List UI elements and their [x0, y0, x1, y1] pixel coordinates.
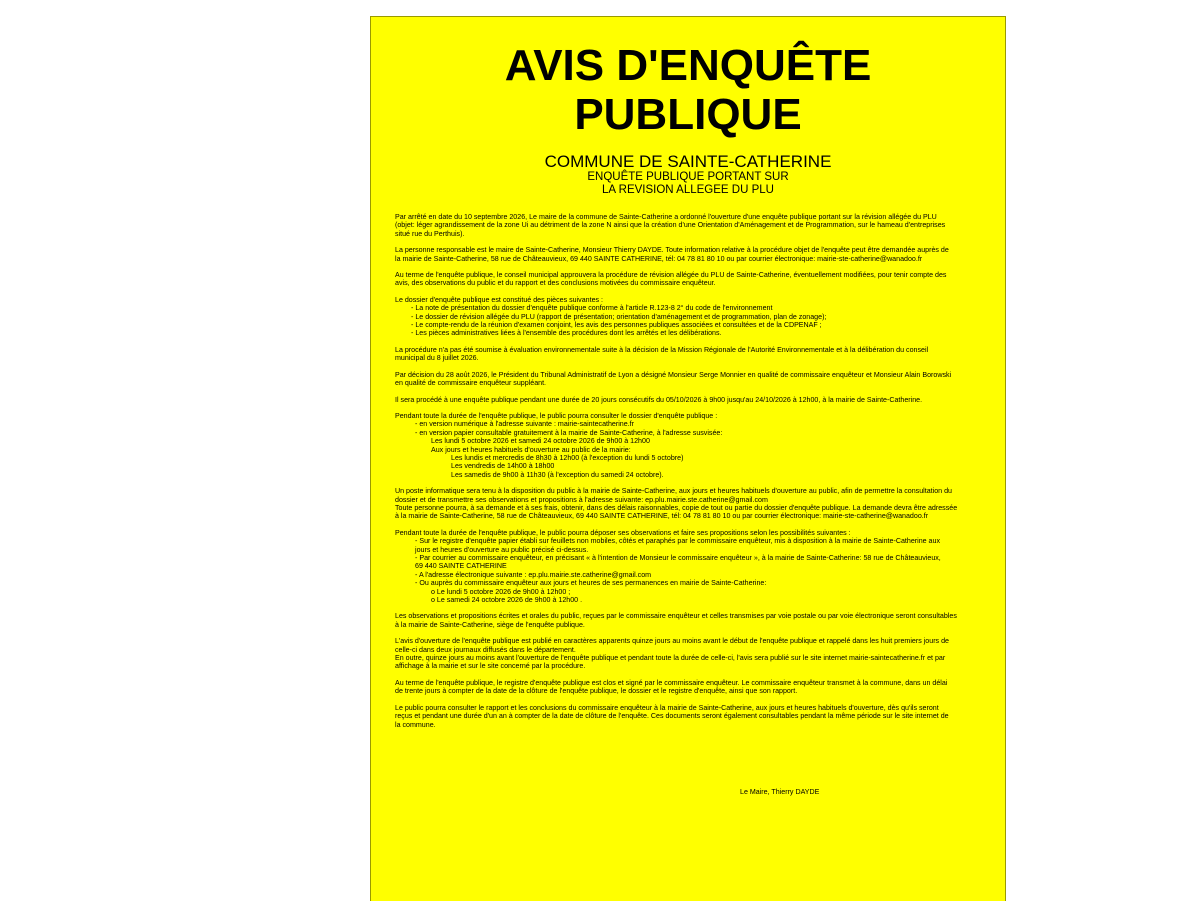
paragraph-observations-consultable [395, 612, 985, 629]
mayor-signature-line: Le Maire, Thierry DAYDE [740, 788, 820, 796]
list-item: - A l'adresse électronique suivante : ep.plu.mairie.ste.catherine@gmail.com [415, 570, 652, 579]
text-line: en qualité de commissaire enquêteur suppléant. [395, 379, 547, 388]
list-item: Les vendredis de 14h00 à 18h00 [451, 462, 555, 471]
list-item: - Le dossier de révision allégée du PLU (rapport de présentation; orientation d'aménagement et de programmation, plan de zonage); [411, 312, 827, 321]
list-item: 69 440 SAINTE CATHERINE [415, 562, 507, 571]
notice-subheading [371, 153, 1005, 196]
list-item: - Par courrier au commissaire enquêteur, en précisant « à l'intention de Monsieur le commissaire enquêteur », à la mairie de Sainte-Catherine: 58 rue de Châteauvieux, [415, 554, 941, 562]
text-line: celle-ci dans deux journaux diffusés dans le département. [395, 645, 576, 654]
commune-name: COMMUNE DE SAINTE-CATHERINE [544, 152, 832, 171]
text-line: la mairie de Sainte-Catherine, 58 rue de Châteauvieux, 69 440 SAINTE CATHERINE, tél: 04 78 81 80 10 ou par courrier électronique: mairie-ste-catherine@wanadoo.fr [395, 254, 923, 263]
text-line: Par décision du 28 août 2026, le Président du Tribunal Administratif de Lyon a désigné Monsieur Serge Monnier en qualité de commissaire enquêteur et Monsieur Alain Borowski [395, 370, 952, 379]
notice-body [395, 213, 985, 737]
list-item: - en version numérique à l'adresse suivante : mairie-saintecatherine.fr [415, 420, 635, 429]
text-line: Au terme de l'enquête publique, le registre d'enquête publique est clos et signé par le commissaire enquêteur. Le commissaire enquêteur transmet à la commune, dans un délai [395, 678, 948, 687]
list-item: Aux jours et heures habituels d'ouverture au public de la mairie: [431, 445, 631, 454]
text-line: Les observations et propositions écrites et orales du public, reçues par le commissaire enquêteur et celles transmises par voie postale ou par voie électronique seront consultables [395, 612, 957, 621]
paragraph-publication [395, 637, 985, 671]
list-item: Les lundi 5 octobre 2026 et samedi 24 octobre 2026 de 9h00 à 12h00 [431, 437, 650, 446]
subject-line-1: ENQUÊTE PUBLIQUE PORTANT SUR [587, 171, 789, 183]
notice-title-line-2: PUBLIQUE [574, 90, 802, 139]
text-line: En outre, quinze jours au moins avant l'ouverture de l'enquête publique et pendant toute la durée de celle-ci, l'avis sera publié sur le site internet mairie-saintecatherine.fr et par [395, 654, 946, 663]
list-item: Les lundis et mercredis de 8h30 à 12h00 (à l'exception du lundi 5 octobre) [451, 453, 684, 462]
paragraph-computer-access [395, 487, 985, 521]
text-line: à la mairie de Sainte-Catherine, 58 rue de Châteauvieux, 69 440 SAINTE CATHERINE, tél: 04 78 81 80 10 ou par courrier électronique: mairie-ste-catherine@wanadoo.fr [395, 512, 929, 521]
text-line: Un poste informatique sera tenu à la disposition du public à la mairie de Sainte-Catherine, aux jours et heures habituels d'ouverture au public, afin de permettre la consultation du [395, 487, 952, 496]
text-line: La personne responsable est le maire de Sainte-Catherine, Monsieur Thierry DAYDE. Toute information relative à la procédure objet de l'enquête peut être demandée auprès de [395, 246, 949, 255]
paragraph-responsible-person [395, 246, 985, 263]
text-line: la commune. [395, 720, 436, 729]
paragraph-report-access [395, 704, 985, 729]
text-line: municipal du 8 juillet 2026. [395, 354, 479, 363]
text-line: affichage à la mairie et sur le site concerné par la procédure. [395, 662, 586, 671]
subject-line-2: LA REVISION ALLEGEE DU PLU [602, 183, 774, 196]
list-item: o Le samedi 24 octobre 2026 de 9h00 à 12h00 . [431, 596, 583, 605]
text-line: La procédure n'a pas été soumise à évaluation environnementale suite à la décision de la Mission Régionale de l'Autorité Environnementale et à la délibération du conseil [395, 345, 929, 354]
list-item: - La note de présentation du dossier d'enquête publique conforme à l'article R.123-8 2° du code de l'environnement [411, 304, 773, 313]
text-line: Au terme de l'enquête publique, le conseil municipal approuvera la procédure de révision allégée du PLU de Sainte-Catherine, éventuellement modifiées, pour tenir compte des [395, 271, 947, 280]
text-line: Le public pourra consulter le rapport et les conclusions du commissaire enquêteur à la mairie de Sainte-Catherine, aux jours et heures habituels d'ouverture, dès qu'ils seront [395, 703, 939, 712]
paragraph-consultation [395, 412, 985, 479]
text-line: à la mairie de Sainte-Catherine, siège de l'enquête publique. [395, 620, 585, 629]
list-item: - Ou auprès du commissaire enquêteur aux jours et heures de ses permanences en mairie de Sainte-Catherine: [415, 579, 767, 588]
list-item: - Les pièces administratives liées à l'ensemble des procédures dont les arrêtés et les délibérations. [411, 329, 722, 338]
list-item: - Le compte-rendu de la réunion d'examen conjoint, les avis des personnes publiques associées et consultées et de la CDPENAF ; [411, 321, 822, 330]
paragraph-commissioner [395, 371, 985, 388]
text-line: Pendant toute la durée de l'enquête publique, le public pourra déposer ses observations et faire ses propositions selon les possibilités suivantes : [395, 528, 851, 537]
paragraph-decree [395, 213, 985, 238]
text-line: Le dossier d'enquête publique est constitué des pièces suivantes : [395, 295, 603, 304]
list-item: - Sur le registre d'enquête papier établi sur feuillets non mobiles, côtés et paraphés par le commissaire enquêteur, mis à disposition à la mairie de Sainte-Catherine aux [415, 537, 940, 546]
public-notice-poster [370, 16, 1006, 901]
list-item: jours et heures d'ouverture au public précisé ci-dessus. [415, 545, 589, 554]
list-item: Les samedis de 9h00 à 11h30 (à l'exception du samedi 24 octobre). [451, 470, 664, 479]
text-line: de trente jours à compter de la date de la clôture de l'enquête publique, le dossier et le registre d'enquête, ainsi que son rapport. [395, 687, 798, 696]
paragraph-closure [395, 679, 985, 696]
list-item: - en version papier consultable gratuitement à la mairie de Sainte-Catherine, à l'adresse susvisée: [415, 428, 723, 437]
text-line: Toute personne pourra, à sa demande et à ses frais, obtenir, dans des délais raisonnables, copie de tout ou partie du dossier d'enquête publique. La demande devra être adressée [395, 503, 958, 512]
list-item: o Le lundi 5 octobre 2026 de 9h00 à 12h00 ; [431, 587, 571, 596]
text-line: situé rue du Perthuis). [395, 229, 465, 238]
paragraph-dossier-contents [395, 296, 985, 338]
text-line: Il sera procédé à une enquête publique pendant une durée de 20 jours consécutifs du 05/10/2026 à 9h00 jusqu'au 24/10/2026 à 12h00, à la mairie de Sainte-Catherine. [395, 395, 923, 404]
paragraph-duration [395, 396, 985, 404]
text-line: (objet: léger agrandissement de la zone Ui au détriment de la zone N ainsi que la création d'une Orientation d'Aménagement et de Programmation, sur le hameau d'entreprises [395, 221, 946, 230]
text-line: avis, des observations du public et du rapport et des conclusions motivées du commissaire enquêteur. [395, 279, 716, 288]
text-line: dossier et de transmettre ses observations et propositions à l'adresse suivante: ep.plu.mairie.ste.catherine@gmail.com [395, 495, 768, 504]
text-line: L'avis d'ouverture de l'enquête publique est publié en caractères apparents quinze jours au moins avant le début de l'enquête publique et rappelé dans les huit premiers jours de [395, 637, 949, 646]
paragraph-approval [395, 271, 985, 288]
text-line: reçus et pendant une durée d'un an à compter de la date de clôture de l'enquête. Ces documents seront également consultables pendant la même période sur le site internet de [395, 712, 949, 721]
paragraph-environmental-assessment [395, 346, 985, 363]
text-line: Par arrêté en date du 10 septembre 2026, Le maire de la commune de Sainte-Catherine a ordonné l'ouverture d'une enquête publique portant sur la révision allégée du PLU [395, 213, 937, 221]
notice-title-line-1: AVIS D'ENQUÊTE [504, 41, 872, 90]
text-line: Pendant toute la durée de l'enquête publique, le public pourra consulter le dossier d'enquête publique : [395, 411, 718, 420]
paragraph-observations [395, 529, 985, 605]
